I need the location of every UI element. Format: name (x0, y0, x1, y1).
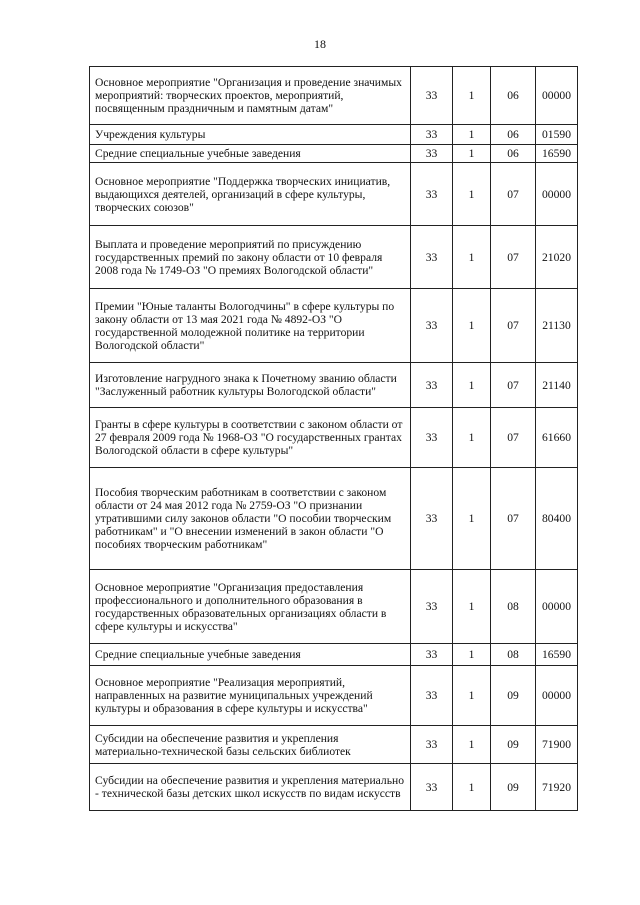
row-code-3: 06 (491, 145, 536, 163)
row-code-1: 33 (411, 145, 453, 163)
row-code-4: 21020 (536, 226, 578, 289)
row-code-3: 08 (491, 644, 536, 666)
row-code-3: 09 (491, 666, 536, 726)
row-code-3: 09 (491, 726, 536, 764)
row-code-4: 21140 (536, 363, 578, 408)
row-code-4: 16590 (536, 145, 578, 163)
row-code-3: 07 (491, 468, 536, 570)
row-code-1: 33 (411, 125, 453, 145)
row-code-2: 1 (453, 666, 491, 726)
row-code-1: 33 (411, 289, 453, 363)
table-row (90, 408, 578, 468)
row-code-2: 1 (453, 125, 491, 145)
table-row (90, 226, 578, 289)
row-code-4: 71920 (536, 764, 578, 811)
table-row (90, 764, 578, 811)
row-code-4: 00000 (536, 67, 578, 125)
row-code-2: 1 (453, 363, 491, 408)
row-code-4: 61660 (536, 408, 578, 468)
table-body (90, 67, 578, 811)
table-row (90, 468, 578, 570)
row-code-1: 33 (411, 764, 453, 811)
row-code-2: 1 (453, 145, 491, 163)
row-code-1: 33 (411, 726, 453, 764)
row-code-3: 07 (491, 163, 536, 226)
budget-classification-table (89, 66, 578, 811)
row-code-2: 1 (453, 226, 491, 289)
row-description: Пособия творческим работникам в соответствии с законом области от 24 мая 2012 года № 2759-ОЗ "О признании утратившими силу законов области "О пособии творческим работникам" и "О внесении изменений в закон области "О пособиях творческим работникам" (90, 468, 411, 570)
row-description: Средние специальные учебные заведения (90, 644, 411, 666)
row-code-4: 00000 (536, 163, 578, 226)
row-description: Основное мероприятие "Организация и проведение значимых мероприятий: творческих проектов, мероприятий, посвященным праздничным и памятным датам" (90, 67, 411, 125)
row-code-2: 1 (453, 726, 491, 764)
row-description: Премии "Юные таланты Вологодчины" в сфере культуры по закону области от 13 мая 2021 года № 4892-ОЗ "О государственной молодежной политике на территории Вологодской области" (90, 289, 411, 363)
row-code-3: 07 (491, 363, 536, 408)
table-row (90, 163, 578, 226)
row-code-3: 09 (491, 764, 536, 811)
row-description: Основное мероприятие "Реализация мероприятий, направленных на развитие муниципальных учреждений культуры и образования в сфере культуры и искусства" (90, 666, 411, 726)
row-code-4: 01590 (536, 125, 578, 145)
row-description: Учреждения культуры (90, 125, 411, 145)
row-description: Основное мероприятие "Поддержка творческих инициатив, выдающихся деятелей, организаций в сфере культуры, творческих союзов" (90, 163, 411, 226)
row-description: Субсидии на обеспечение развития и укрепления материально-технической базы сельских библиотек (90, 726, 411, 764)
row-code-2: 1 (453, 644, 491, 666)
row-code-1: 33 (411, 468, 453, 570)
row-code-1: 33 (411, 644, 453, 666)
row-description: Изготовление нагрудного знака к Почетному званию области "Заслуженный работник культуры Вологодской области" (90, 363, 411, 408)
table-row (90, 726, 578, 764)
row-code-2: 1 (453, 289, 491, 363)
row-description: Основное мероприятие "Организация предоставления профессионального и дополнительного образования в государственных образовательных организациях области в сфере культуры и искусства" (90, 570, 411, 644)
row-code-4: 00000 (536, 570, 578, 644)
table-row (90, 125, 578, 145)
row-description: Гранты в сфере культуры в соответствии с законом области от 27 февраля 2009 года № 1968-ОЗ "О государственных грантах Вологодской области в сфере культуры" (90, 408, 411, 468)
row-description: Средние специальные учебные заведения (90, 145, 411, 163)
row-code-3: 07 (491, 408, 536, 468)
row-code-3: 07 (491, 226, 536, 289)
row-code-4: 21130 (536, 289, 578, 363)
table-row (90, 644, 578, 666)
table-row (90, 363, 578, 408)
row-code-1: 33 (411, 67, 453, 125)
row-code-1: 33 (411, 570, 453, 644)
table-row (90, 666, 578, 726)
row-code-2: 1 (453, 764, 491, 811)
row-code-3: 08 (491, 570, 536, 644)
row-code-2: 1 (453, 163, 491, 226)
row-description: Выплата и проведение мероприятий по присуждению государственных премий по закону области от 10 февраля 2008 года № 1749-ОЗ "О премиях Вологодской области" (90, 226, 411, 289)
row-code-4: 16590 (536, 644, 578, 666)
row-code-1: 33 (411, 363, 453, 408)
row-code-2: 1 (453, 468, 491, 570)
row-code-2: 1 (453, 408, 491, 468)
page-number: 18 (314, 37, 326, 51)
row-code-4: 71900 (536, 726, 578, 764)
row-code-2: 1 (453, 570, 491, 644)
row-code-3: 07 (491, 289, 536, 363)
row-code-1: 33 (411, 666, 453, 726)
table-row (90, 67, 578, 125)
table-row (90, 145, 578, 163)
table-row (90, 570, 578, 644)
row-code-2: 1 (453, 67, 491, 125)
row-description: Субсидии на обеспечение развития и укрепления материально - технической базы детских школ искусств по видам искусств (90, 764, 411, 811)
row-code-1: 33 (411, 408, 453, 468)
row-code-4: 00000 (536, 666, 578, 726)
row-code-1: 33 (411, 226, 453, 289)
row-code-1: 33 (411, 163, 453, 226)
row-code-4: 80400 (536, 468, 578, 570)
row-code-3: 06 (491, 67, 536, 125)
table-row (90, 289, 578, 363)
row-code-3: 06 (491, 125, 536, 145)
